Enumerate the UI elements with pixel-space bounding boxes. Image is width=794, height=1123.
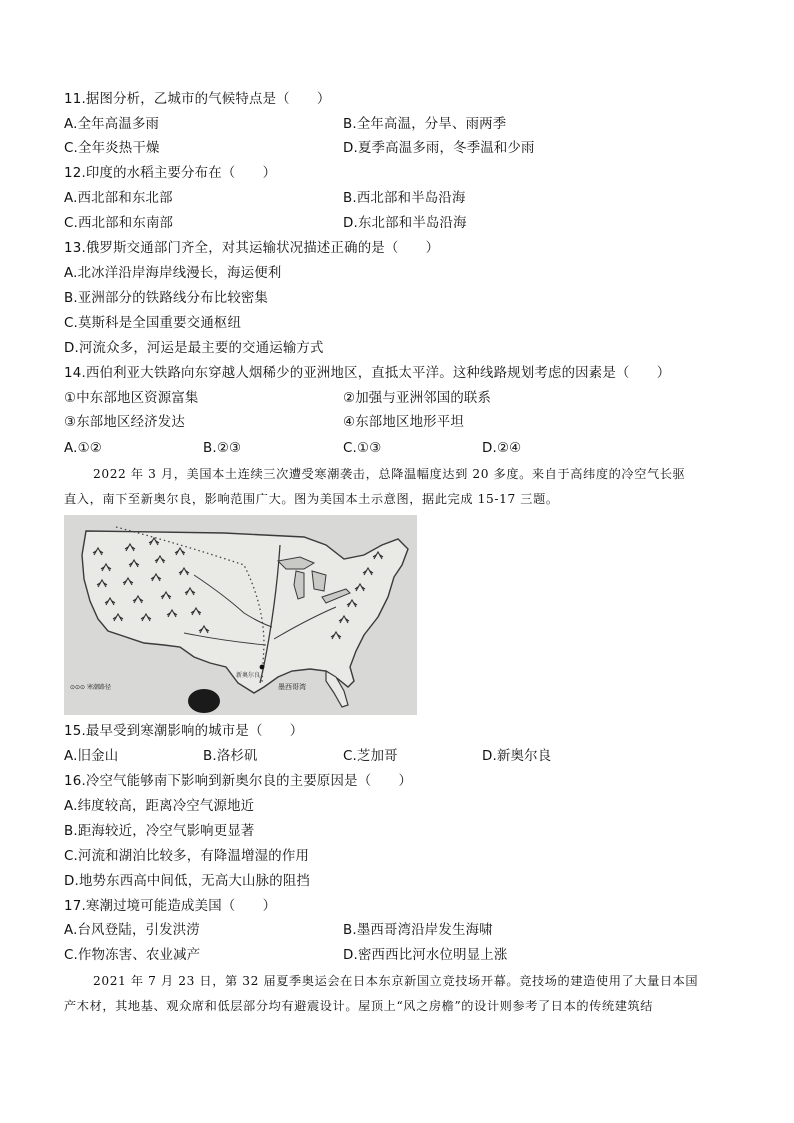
new-orleans-marker bbox=[260, 665, 265, 670]
option-a: A.北冰洋沿岸海岸线漫长，海运便利 bbox=[64, 266, 282, 281]
gulf-of-mexico-label: 墨西哥湾 bbox=[278, 683, 306, 691]
ink-blot bbox=[188, 689, 220, 713]
question-15-stem: 15.最早受到寒潮影响的城市是（ ） bbox=[64, 724, 304, 739]
question-12-stem: 12.印度的水稻主要分布在（ ） bbox=[64, 166, 277, 181]
option-a: A.西北部和东北部 bbox=[64, 191, 173, 206]
option-c: C.西北部和东南部 bbox=[64, 216, 174, 231]
option-a: A.全年高温多雨 bbox=[64, 117, 160, 132]
option-b: B.全年高温，分旱、雨两季 bbox=[343, 117, 507, 132]
option-c: C.①③ bbox=[343, 441, 382, 456]
option-b: B.②③ bbox=[203, 441, 242, 456]
factor-1: ①中东部地区资源富集 bbox=[64, 391, 199, 406]
new-orleans-label: 新奥尔良 bbox=[236, 672, 261, 679]
question-11-stem: 11.据图分析，乙城市的气候特点是（ ） bbox=[64, 92, 331, 107]
option-d: D.新奥尔良 bbox=[482, 749, 552, 764]
option-c: C.全年炎热干燥 bbox=[64, 141, 160, 156]
question-13-stem: 13.俄罗斯交通部门齐全，对其运输状况描述正确的是（ ） bbox=[64, 241, 440, 256]
passage-line: 产木材，其地基、观众席和低层部分均有避震设计。屋顶上“风之房檐”的设计则参考了日本的传统建筑结 bbox=[64, 999, 654, 1013]
question-17-stem: 17.寒潮过境可能造成美国（ ） bbox=[64, 899, 277, 914]
option-c: C.河流和湖泊比较多，有降温增湿的作用 bbox=[64, 849, 310, 864]
option-a: A.旧金山 bbox=[64, 749, 119, 764]
option-a: A.台风登陆，引发洪涝 bbox=[64, 923, 200, 938]
option-b: B.西北部和半岛沿海 bbox=[343, 191, 466, 206]
option-a: A.①② bbox=[64, 441, 102, 456]
option-b: B.亚洲部分的铁路线分布比较密集 bbox=[64, 291, 269, 306]
lake-huron bbox=[312, 571, 326, 591]
question-16-stem: 16.冷空气能够南下影响到新奥尔良的主要原因是（ ） bbox=[64, 774, 413, 789]
factor-3: ③东部地区经济发达 bbox=[64, 415, 185, 430]
option-d: D.密西西比河水位明显上涨 bbox=[343, 948, 508, 963]
option-c: C.莫斯科是全国重要交通枢纽 bbox=[64, 316, 242, 331]
map-legend: ⊙⊙⊙ 寒潮路径 bbox=[70, 684, 111, 691]
option-d: D.②④ bbox=[482, 441, 522, 456]
factor-4: ④东部地区地形平坦 bbox=[343, 415, 464, 430]
option-d: D.河流众多，河运是最主要的交通运输方式 bbox=[64, 341, 324, 356]
option-d: D.东北部和半岛沿海 bbox=[343, 216, 467, 231]
option-b: B.距海较近，冷空气影响更显著 bbox=[64, 824, 255, 839]
option-c: C.作物冻害、农业减产 bbox=[64, 948, 201, 963]
option-b: B.墨西哥湾沿岸发生海啸 bbox=[343, 923, 493, 938]
option-d: D.地势东西高中间低，无高大山脉的阻挡 bbox=[64, 874, 311, 889]
passage-line: 2022 年 3 月，美国本土连续三次遭受寒潮袭击，总降温幅度达到 20 多度。来自于高纬度的冷空气长驱 bbox=[93, 467, 686, 481]
factor-2: ②加强与亚洲邻国的联系 bbox=[343, 391, 492, 406]
usa-map-figure bbox=[64, 515, 417, 715]
option-a: A.纬度较高，距离冷空气源地近 bbox=[64, 799, 255, 814]
passage-line: 2021 年 7 月 23 日，第 32 届夏季奥运会在日本东京新国立竞技场开幕。竞技场的建造使用了大量日本国 bbox=[93, 974, 699, 988]
question-14-stem: 14.西伯利亚大铁路向东穿越人烟稀少的亚洲地区，直抵太平洋。这种线路规划考虑的因素是（ ） bbox=[64, 366, 671, 381]
option-b: B.洛杉矶 bbox=[203, 749, 258, 764]
option-c: C.芝加哥 bbox=[343, 749, 398, 764]
option-d: D.夏季高温多雨，冬季温和少雨 bbox=[343, 141, 535, 156]
passage-line: 直入，南下至新奥尔良，影响范围广大。图为美国本土示意图，据此完成 15-17 三题。 bbox=[64, 492, 559, 506]
